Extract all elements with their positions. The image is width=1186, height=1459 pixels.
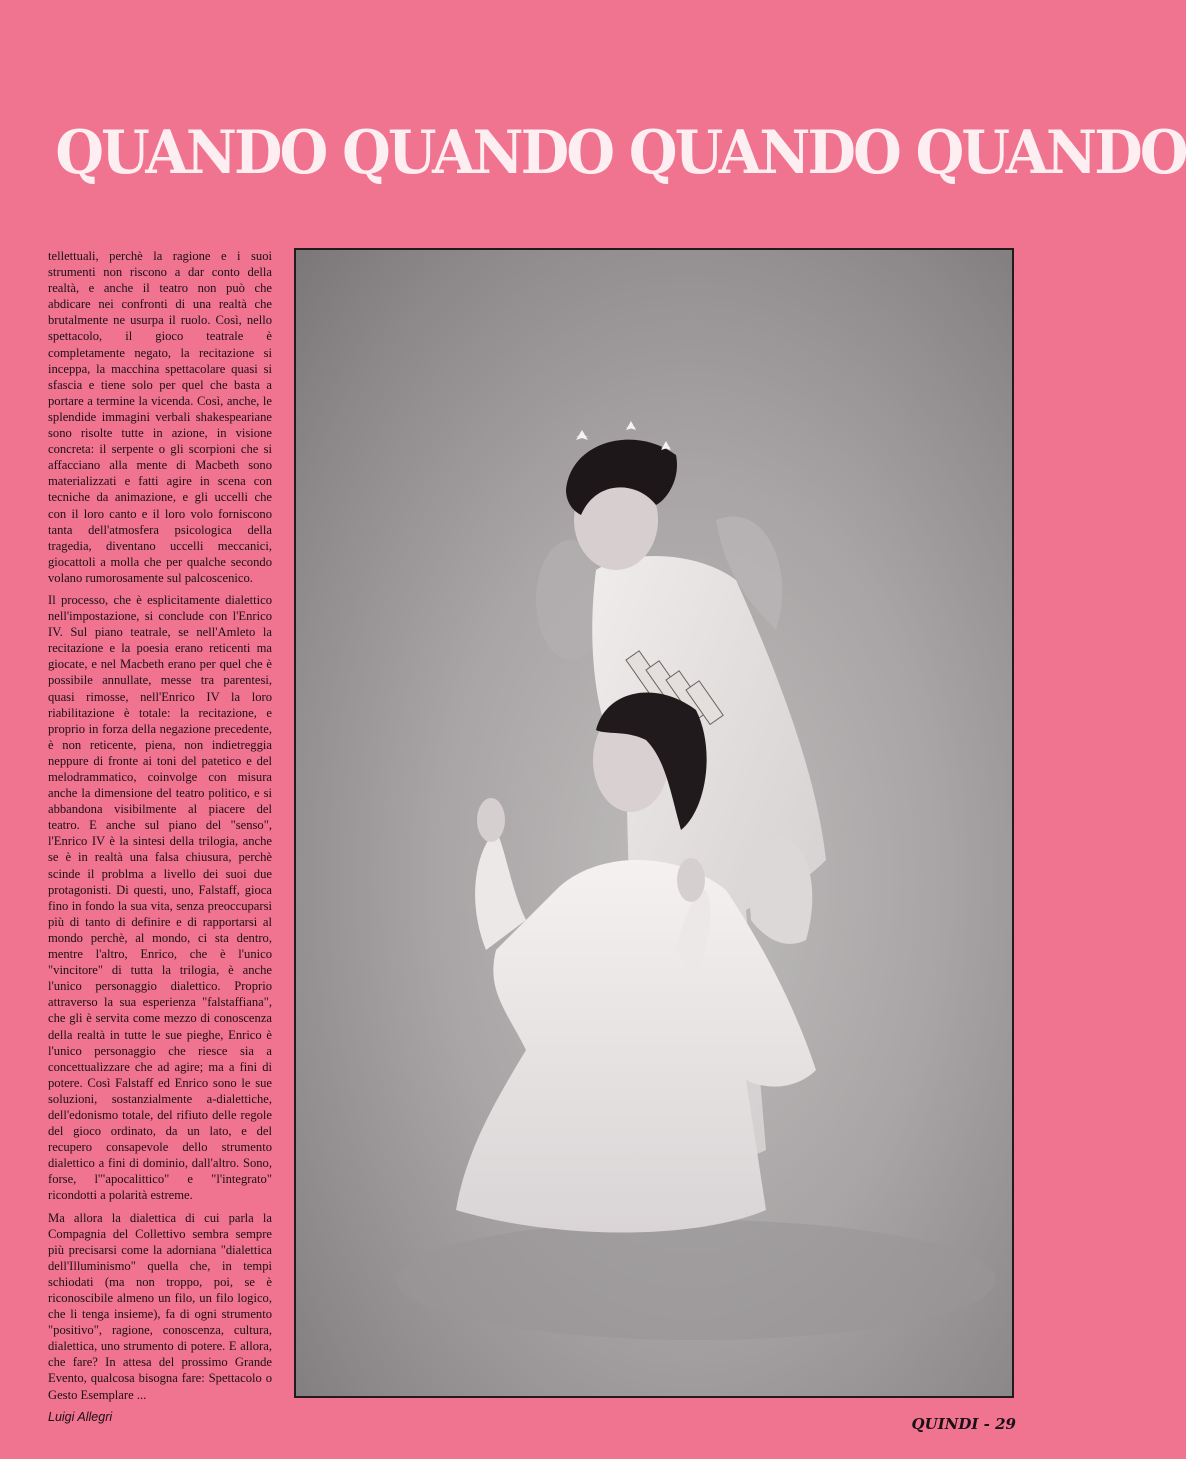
- page-number: QUINDI - 29: [911, 1415, 1016, 1433]
- angels-photo-illustration: [296, 250, 1012, 1396]
- photo-frame: [294, 248, 1014, 1398]
- article-paragraph-3: Ma allora la dialettica di cui parla la Compagnia del Collettivo sembra sempre più precisarsi come la adorniana "dialettica dell'Illuminismo" quella che, in tempi schiodati (ma non troppo, poi, se è riconoscibile almeno un filo, un filo logico, che li tenga insieme), fa di ogni strumento "positivo", ragione, conoscenza, cultura, dialettica, uno strumento di potere. E allora, che fare? In attesa del prossimo Grande Evento, qualcosa bisogna fare: Spettacolo o Gesto Esemplare ...: [48, 1210, 272, 1402]
- article-paragraph-2: Il processo, che è esplicitamente dialettico nell'impostazione, si conclude con l'Enrico IV. Sul piano teatrale, se nell'Amleto la recitazione e la poesia erano reticenti ma giocate, e nel Macbeth erano per quel che è possibile annullate, messe tra parentesi, quasi rimosse, nell'Enrico IV la loro riabilitazione è totale: la recitazione, e proprio in forza della negazione precedente, è non reticente, piena, non indietreggia neppure di fronte ai toni del patetico e del melodrammatico, coinvolge con misura anche la dimensione del teatro politico, e si abbandona visibilmente al piacere del teatro. E anche sul piano del "senso", l'Enrico IV è la sintesi della trilogia, anche se è in realtà una falsa chiusura, perchè scinde il problma a livello dei suoi due protagonisti. Di questi, uno, Falstaff, gioca fino in fondo la sua vita, senza preoccuparsi più di tanto di definire e di rapportarsi al mondo perchè, al mondo, ci sta dentro, mentre l'altro, Enrico, che è l'unico "vincitore" di tutta la trilogia, è anche l'unico personaggio dialettico. Proprio attraverso la sua esperienza "falstaffiana", che gli è servita come mezzo di conoscenza della realtà in tutte le sue pieghe, Enrico è l'unico personaggio che riesce sia a concettualizzare che ad agire; ma a fini di potere. Così Falstaff ed Enrico sono le sue soluzioni, sostanzialmente a-dialettiche, dell'edonismo totale, del rifiuto delle regole del gioco ordinato, da un lato, e del recupero consapevole dello strumento dialettico a fini di dominio, dall'altro. Sono, forse, l'"apocalittico" e "l'integrato" ricondotti a polarità estreme.: [48, 592, 272, 1203]
- page-title: QUANDO QUANDO QUANDO QUANDO: [55, 118, 1186, 188]
- article-column: [48, 248, 272, 1409]
- stage-photograph: [296, 250, 1012, 1396]
- article-paragraph-1: tellettuali, perchè la ragione e i suoi strumenti non riscono a dar conto della realtà, e anche il teatro non può che abdicare nei confronti di una realtà che brutalmente ne usurpa il ruolo. Così, nello spettacolo, il gioco teatrale è completamente negato, la recitazione si inceppa, la macchina spettacolare quasi si sfascia e tiene solo per quel che basta a portare a termine la vicenda. Così, anche, le splendide immagini verbali shakespeariane sono risolte tutte in azione, in visione concreta: il serpente o gli scorpioni che si affacciano alla mente di Macbeth sono materializzati e fatti agire in scena con tecniche da animazione, e gli uccelli che con il loro canto e il loro volo forniscono tanta dell'atmosfera psicologica della tragedia, diventano uccelli meccanici, giocattoli a molla che per qualche secondo volano rumorosamente sul palcoscenico.: [48, 249, 272, 585]
- author-byline: Luigi Allegri: [48, 1410, 113, 1424]
